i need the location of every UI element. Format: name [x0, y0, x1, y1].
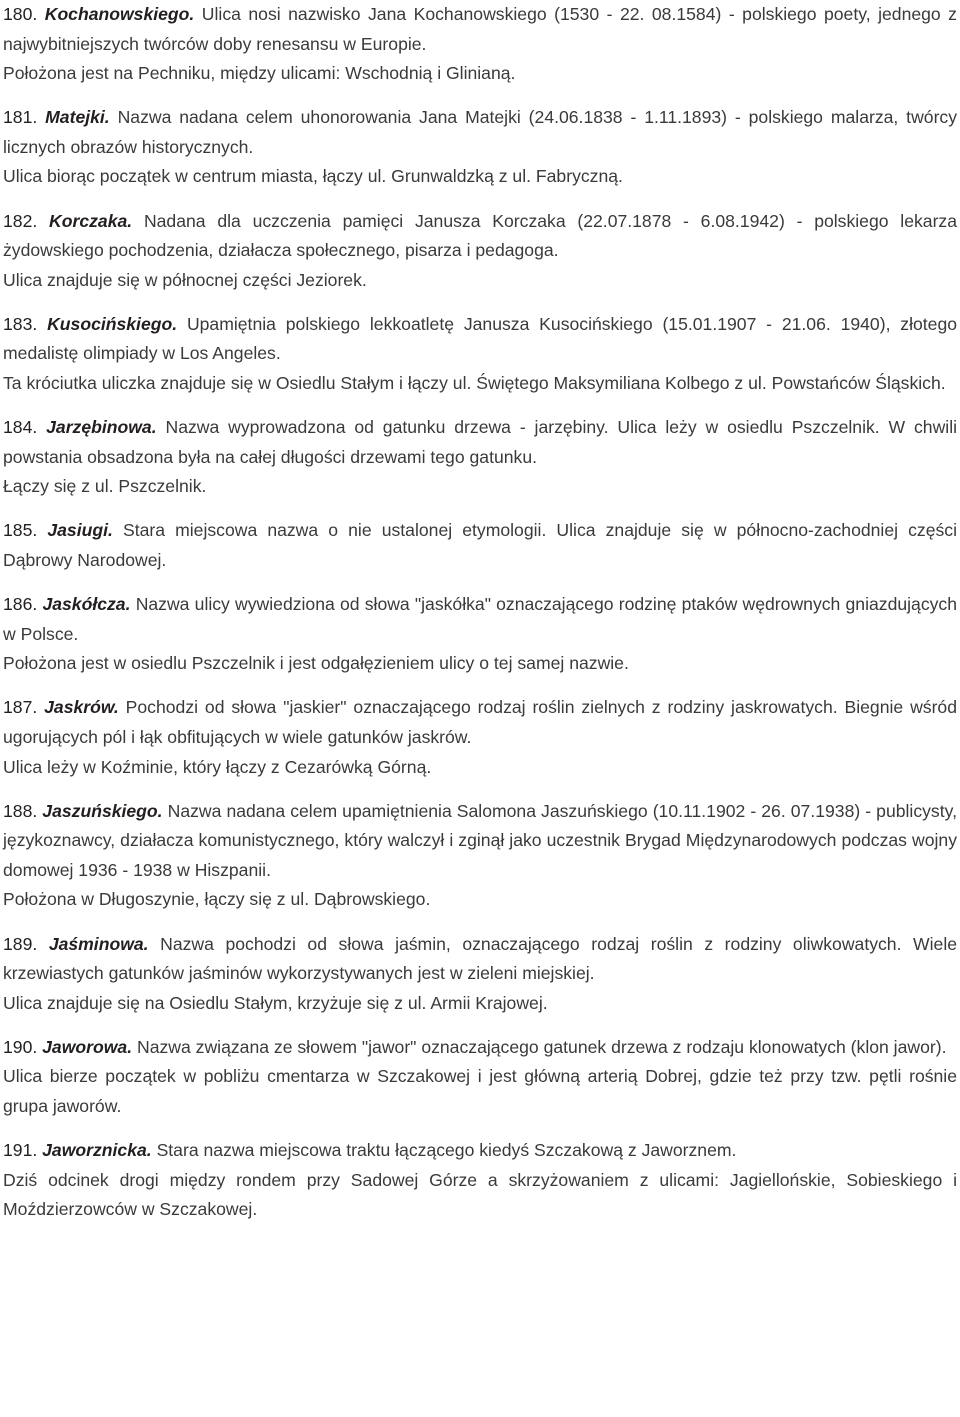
entry-text: Stara nazwa miejscowa traktu łączącego kiedyś Szczakową z Jaworznem.	[156, 1140, 737, 1161]
street-entry	[3, 103, 957, 192]
entry-text: Ulica znajduje się w północnej części Jeziorek.	[3, 269, 367, 290]
entry-first-paragraph	[3, 590, 957, 649]
entry-text: Ta króciutka uliczka znajduje się w Osiedlu Stałym i łączy ul. Świętego Maksymiliana Kolbego z ul. Powstańców Śląskich.	[3, 373, 946, 394]
entry-text: Stara miejscowa nazwa o nie ustalonej etymologii. Ulica znajduje się w północno-zachodniej części Dąbrowy Narodowej.	[3, 520, 957, 570]
entry-number: 186.	[3, 594, 38, 615]
entry-paragraph	[3, 1062, 957, 1121]
entry-number: 181.	[3, 107, 38, 128]
entry-number: 190.	[3, 1036, 38, 1057]
entry-paragraph	[3, 162, 957, 192]
entry-first-paragraph	[3, 516, 957, 575]
street-entry	[3, 207, 957, 296]
entry-first-paragraph	[3, 0, 957, 59]
entry-text: Położona jest w osiedlu Pszczelnik i jest odgałęzieniem ulicy o tej samej nazwie.	[3, 653, 629, 674]
entry-paragraph	[3, 1166, 957, 1225]
street-name: Kusocińskiego.	[47, 313, 178, 334]
entry-number: 187.	[3, 697, 38, 718]
entry-number: 191.	[3, 1140, 38, 1161]
entry-first-paragraph	[3, 797, 957, 886]
entry-paragraph	[3, 649, 957, 679]
entry-first-paragraph	[3, 930, 957, 989]
entry-first-paragraph	[3, 1033, 957, 1063]
street-name: Kochanowskiego.	[44, 4, 195, 24]
entry-text: Ulica biorąc początek w centrum miasta, łączy ul. Grunwaldzką z ul. Fabryczną.	[3, 166, 623, 187]
entry-number: 184.	[3, 417, 38, 438]
entry-paragraph	[3, 753, 957, 783]
entry-paragraph	[3, 472, 957, 502]
entry-paragraph	[3, 989, 957, 1019]
entry-number: 180.	[3, 4, 38, 24]
entry-paragraph	[3, 266, 957, 296]
street-name: Jaskółcza.	[42, 594, 131, 615]
entry-first-paragraph	[3, 1136, 957, 1166]
entry-text: Ulica nosi nazwisko Jana Kochanowskiego (1530 - 22. 08.1584) - polskiego poety, jednego z najwybitniejszych twórców doby renesansu w Europie.	[3, 4, 957, 54]
entry-paragraph	[3, 59, 957, 89]
entry-text: Nazwa ulicy wywiedziona od słowa "jaskółka" oznaczającego rodzinę ptaków wędrownych gniazdujących w Polsce.	[3, 594, 958, 644]
street-name: Jaworznicka.	[42, 1140, 152, 1161]
street-name: Jasiugi.	[47, 520, 113, 541]
street-name: Matejki.	[45, 107, 110, 128]
entry-text: Pochodzi od słowa "jaskier" oznaczającego rodzaj roślin zielnych z rodziny jaskrowatych. Biegnie wśród ugorujących pól i łąk obfitujących w wiele gatunków jaskrów.	[3, 697, 957, 747]
street-entry	[3, 1136, 957, 1225]
entry-number: 185.	[3, 520, 38, 541]
entry-number: 188.	[3, 800, 38, 821]
entry-number: 183.	[3, 313, 38, 334]
street-name: Jaworowa.	[42, 1036, 133, 1057]
entry-text: Nazwa związana ze słowem "jawor" oznaczającego gatunek drzewa z rodzaju klonowatych (klon jawor).	[137, 1036, 947, 1057]
street-entry	[3, 0, 957, 89]
street-entry	[3, 413, 957, 502]
entry-text: Położona jest na Pechniku, między ulicami: Wschodnią i Glinianą.	[3, 63, 516, 84]
street-entries-list	[3, 0, 957, 1225]
street-entry	[3, 590, 957, 679]
entry-first-paragraph	[3, 693, 957, 752]
entry-paragraph	[3, 369, 957, 399]
entry-first-paragraph	[3, 103, 957, 162]
street-entry	[3, 310, 957, 399]
street-entry	[3, 1033, 957, 1122]
entry-number: 182.	[3, 210, 38, 231]
entry-text: Nazwa wyprowadzona od gatunku drzewa - jarzębiny. Ulica leży w osiedlu Pszczelnik. W chwili powstania obsadzona była na całej długości drzewami tego gatunku.	[3, 417, 958, 467]
street-name: Korczaka.	[49, 210, 133, 231]
entry-paragraph	[3, 885, 957, 915]
entry-text: Nazwa pochodzi od słowa jaśmin, oznaczającego rodzaj roślin z rodziny oliwkowatych. Wiele krzewiastych gatunków jaśminów wykorzystywanych jest w zieleni miejskiej.	[3, 933, 958, 984]
street-name: Jaskrów.	[44, 697, 119, 718]
street-entry	[3, 797, 957, 915]
entry-text: Nazwa nadana celem uhonorowania Jana Matejki (24.06.1838 - 1.11.1893) - polskiego malarza, twórcy licznych obrazów historycznych.	[3, 107, 958, 157]
entry-number: 189.	[3, 933, 38, 954]
entry-text: Ulica znajduje się na Osiedlu Stałym, krzyżuje się z ul. Armii Krajowej.	[3, 992, 548, 1013]
entry-text: Upamiętnia polskiego lekkoatletę Janusza Kusocińskiego (15.01.1907 - 21.06. 1940), złotego medalistę olimpiady w Los Angeles.	[3, 313, 958, 364]
entry-text: Dziś odcinek drogi między rondem przy Sadowej Górze a skrzyżowaniem z ulicami: Jagiellońskie, Sobieskiego i Moździerzowców w Szczakowej.	[3, 1169, 957, 1220]
street-entry	[3, 930, 957, 1019]
street-entry	[3, 693, 957, 782]
street-name: Jarzębinowa.	[46, 417, 157, 438]
entry-text: Ulica bierze początek w pobliżu cmentarza w Szczakowej i jest główną arterią Dobrej, gdzie też przy tzw. pętli rośnie grupa jaworów.	[3, 1066, 957, 1116]
entry-text: Nazwa nadana celem upamiętnienia Salomona Jaszuńskiego (10.11.1902 - 26. 07.1938) - publicysty, językoznawcy, działacza komunistycznego, który walczył i zginął jako uczestnik Brygad Międzynarodowych podczas wojny domowej 1936 - 1938 w Hiszpanii.	[3, 800, 957, 880]
entry-text: Ulica leży w Koźminie, który łączy z Cezarówką Górną.	[3, 756, 432, 777]
entry-first-paragraph	[3, 310, 957, 369]
entry-text: Położona w Długoszynie, łączy się z ul. Dąbrowskiego.	[3, 889, 431, 910]
entry-first-paragraph	[3, 207, 957, 266]
entry-text: Nadana dla uczczenia pamięci Janusza Korczaka (22.07.1878 - 6.08.1942) - polskiego lekarza żydowskiego pochodzenia, działacza społecznego, pisarza i pedagoga.	[3, 210, 958, 261]
street-name: Jaśminowa.	[48, 933, 149, 954]
street-entry	[3, 516, 957, 575]
entry-first-paragraph	[3, 413, 957, 472]
street-name: Jaszuńskiego.	[42, 800, 163, 821]
entry-text: Łączy się z ul. Pszczelnik.	[3, 476, 207, 497]
